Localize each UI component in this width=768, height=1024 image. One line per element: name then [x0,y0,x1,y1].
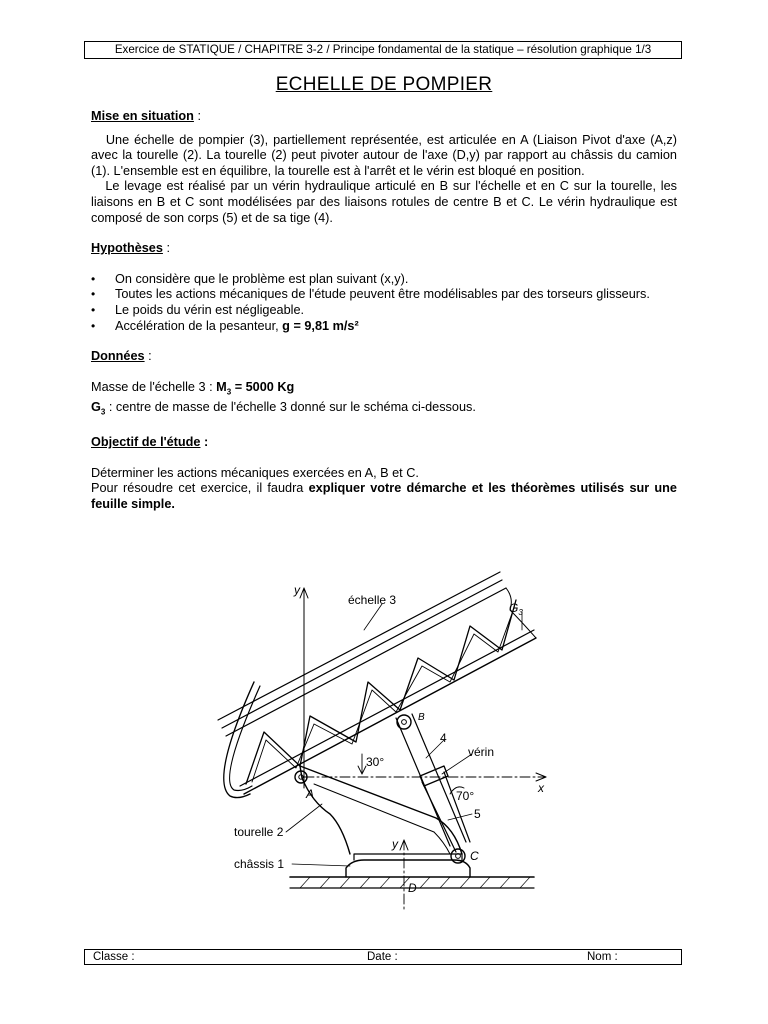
ladder-bottom-rail-1 [244,638,536,794]
label-y-axis: y [294,583,300,597]
label-angle30: 30° [366,755,385,769]
footer-classe: Classe : [93,951,135,963]
turret-base [346,860,470,877]
label-5: 5 [474,807,481,821]
label-point-b: B [418,712,425,723]
leader-tourelle [286,804,322,832]
section-heading-donnees: Données : [91,349,152,364]
label-x-axis: x [538,781,544,795]
label-point-c: C [470,849,479,863]
turret-plate [354,854,462,860]
turret-inner-line [314,784,434,832]
pivot-b [397,715,411,729]
gravity-value: g = 9,81 m/s² [282,318,359,333]
list-item: • Accélération de la pesanteur, g = 9,81 m/s² [91,319,677,335]
section-heading-situation: Mise en situation : [91,109,201,123]
label-point-a: A [306,787,315,801]
verin-collar [420,766,448,786]
section-heading-hypotheses: Hypothèses : [91,241,170,256]
label-g3: $G_3$ [509,601,523,617]
objectif-line-2: Pour résoudre cet exercice, il faudra expliquer votre démarche et les théorèmes utilisés sur une feuille simple. [91,481,677,511]
page-footer [84,949,682,965]
label-verin: vérin [468,745,495,759]
list-item: • On considère que le problème est plan suivant (x,y). [91,272,677,288]
label-angle70: 70° [456,789,475,803]
ladder-bottom-rail-2 [240,630,534,786]
label-echelle: échelle 3 [348,593,397,607]
ladder-diagram-svg [204,570,550,915]
objectif-line-1: Déterminer les actions mécaniques exercées en A, B et C. [91,465,419,480]
label-tourelle: tourelle 2 [234,825,284,839]
situation-paragraph-2: Le levage est réalisé par un vérin hydraulique articulé en B sur l'échelle et en C sur la tourelle, les liaisons en B et C sont modélisées par des liaisons rotules de centre B et C. Le vérin hydraulique est composé de son corps (5) et de sa tige (4). [91,179,677,225]
footer-nom: Nom : [587,951,618,963]
label-chassis: châssis 1 [234,857,285,871]
header-text: Exercice de STATIQUE / CHAPITRE 3-2 / Principe fondamental de la statique – résolution graphique 1/3 [114,43,652,56]
situation-paragraph-1: Une échelle de pompier (3), partiellement représentée, est articulée en A (Liaison Pivot d'axe (A,z) avec la tourelle (2). La tourelle (2) peut pivoter autour de l'axe (D,y) par rapport au châssis du camion (1). L'ensemble est en équilibre, la tourelle est à l'arrêt et le vérin est bloqué en position. [91,132,678,178]
list-item: • Toutes les actions mécaniques de l'étude peuvent être modélisables par des torseurs glisseurs. [91,287,677,303]
page-header [84,41,682,59]
leader-chassis [292,864,350,866]
section-heading-objectif: Objectif de l'étude : [91,434,209,449]
verin-body-right [444,772,470,842]
document-body [91,109,677,512]
label-point-d: D [408,881,417,895]
hypotheses-list [91,272,677,334]
g3-line: $G_3$ : centre de masse de l'échelle 3 donné sur le schéma ci-dessous. [91,399,476,417]
list-item: • Le poids du vérin est négligeable. [91,303,677,319]
page-title: ECHELLE DE POMPIER [275,74,493,95]
turret-left-edge [300,766,350,854]
pivot-b-center [402,720,407,725]
label-4: 4 [440,731,447,745]
footer-date: Date : [367,951,398,963]
ladder-diagram [204,570,550,915]
ladder-top-rail-3 [226,588,506,736]
label-y-d: y [392,837,398,851]
leader-echelle [364,604,382,630]
mass-line: Masse de l'échelle 3 : $M_3 = 5000$ Kg [91,379,295,397]
